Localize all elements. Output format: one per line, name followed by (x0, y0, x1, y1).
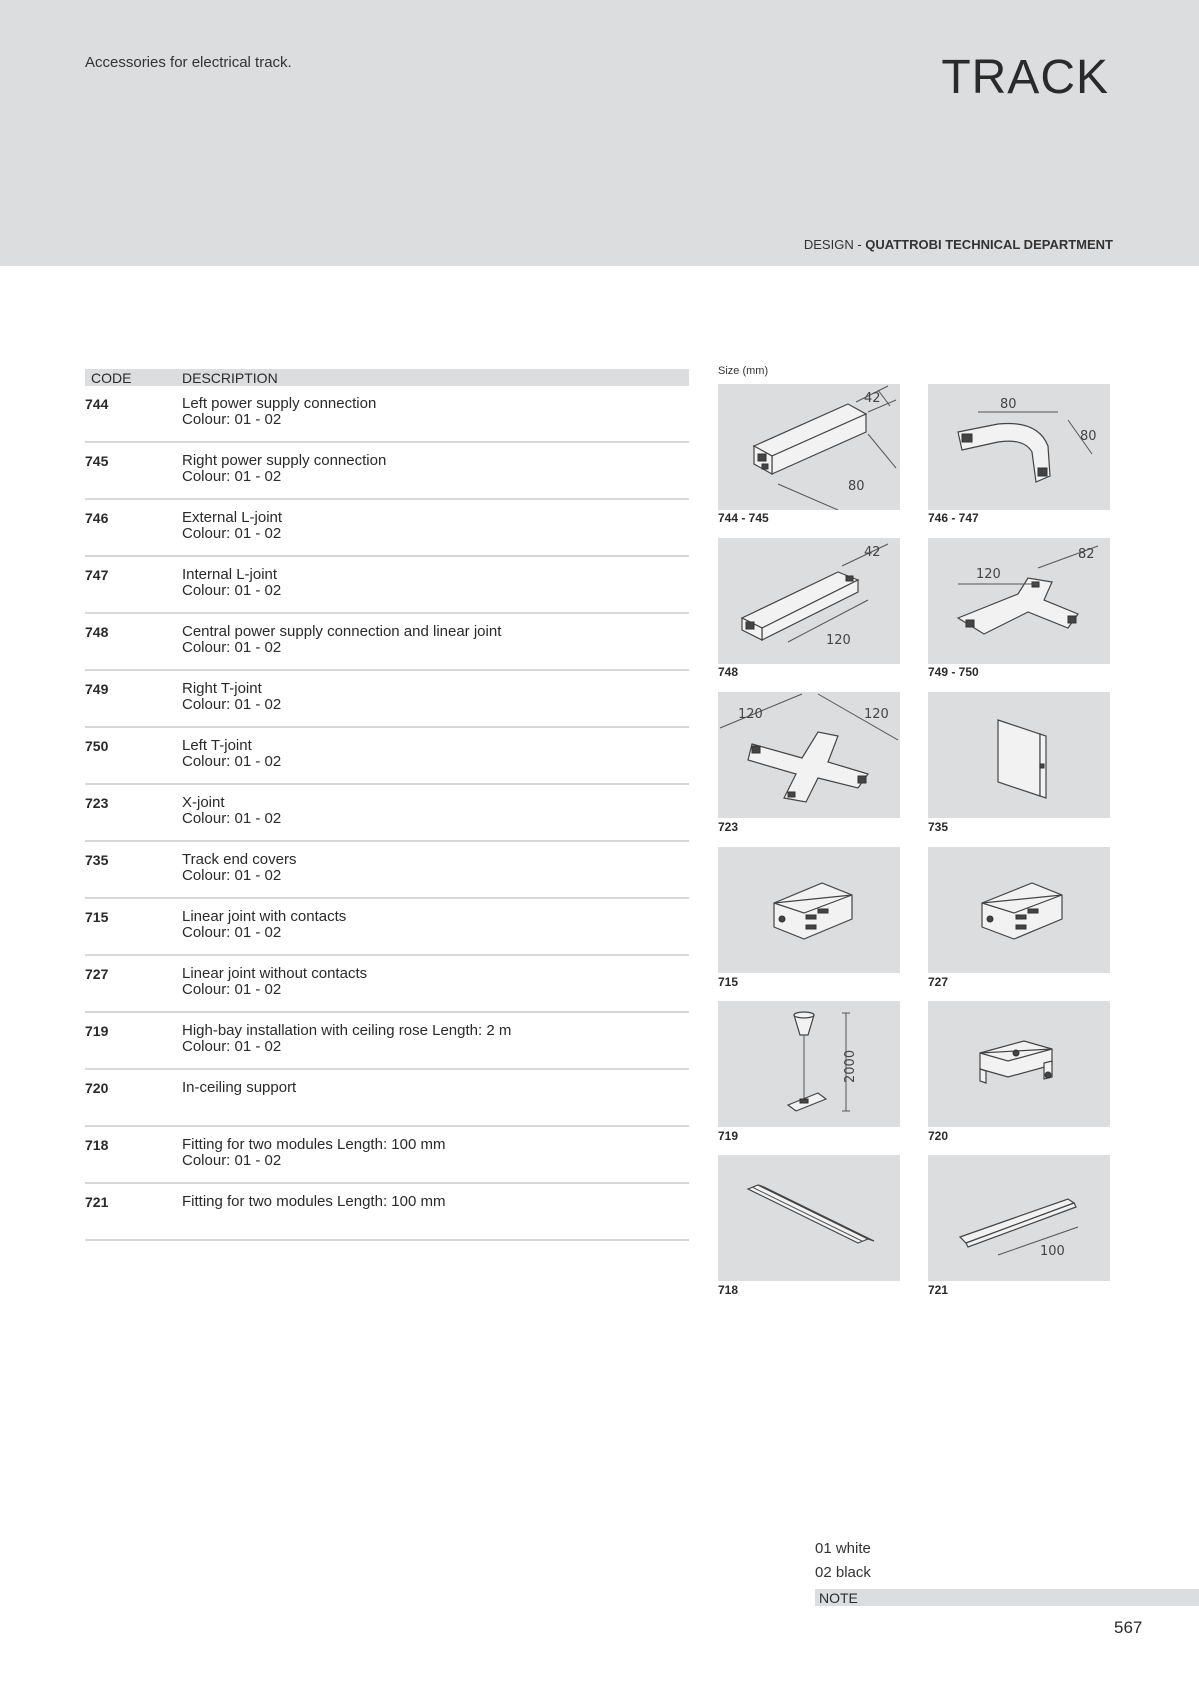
colour-legend (815, 1537, 871, 1585)
row-colour: Colour: 01 - 02 (182, 696, 282, 713)
table-row (85, 956, 689, 1013)
row-colour: Colour: 01 - 02 (182, 753, 282, 770)
row-description: Linear joint with contacts (182, 908, 347, 925)
colour-option: 02 black (815, 1564, 871, 1581)
row-description: Linear joint without contacts (182, 965, 368, 982)
linear-joint-drawing (718, 538, 900, 664)
x-joint-drawing (718, 692, 900, 818)
dim-a: 120 (738, 707, 763, 722)
image-caption: 735 (928, 820, 949, 834)
page-number: 567 (1114, 1618, 1143, 1637)
design-prefix: DESIGN - (803, 237, 866, 252)
row-description: Left power supply connection (182, 395, 377, 412)
dim-height: 2000 (843, 1049, 858, 1083)
row-colour: Colour: 01 - 02 (182, 639, 282, 656)
product-table (85, 369, 689, 1241)
image-caption: 718 (718, 1283, 739, 1297)
dim-length: 120 (976, 567, 1001, 582)
row-code: 727 (85, 966, 109, 982)
table-row (85, 785, 689, 842)
table-row (85, 671, 689, 728)
row-colour: Colour: 01 - 02 (182, 867, 282, 884)
row-description: Fitting for two modules Length: 100 mm (182, 1136, 446, 1153)
row-code: 735 (85, 852, 109, 868)
image-caption: 749 - 750 (928, 665, 979, 679)
table-row (85, 500, 689, 557)
row-description: External L-joint (182, 509, 283, 526)
table-row (85, 842, 689, 899)
row-colour: Colour: 01 - 02 (182, 981, 282, 998)
table-row (85, 443, 689, 500)
row-colour: Colour: 01 - 02 (182, 1038, 282, 1055)
page-subtitle: Accessories for electrical track. (85, 54, 292, 71)
row-colour: Colour: 01 - 02 (182, 924, 282, 941)
table-row (85, 1127, 689, 1184)
row-code: 719 (85, 1023, 109, 1039)
row-code: 720 (85, 1080, 109, 1096)
table-row (85, 614, 689, 671)
row-colour: Colour: 01 - 02 (182, 582, 282, 599)
row-description: Left T-joint (182, 737, 252, 754)
table-row (85, 386, 689, 443)
row-description: Central power supply connection and linear joint (182, 623, 502, 640)
header-code: CODE (91, 370, 132, 386)
dim-a: 80 (1000, 397, 1017, 412)
image-caption: 746 - 747 (928, 511, 979, 525)
dim-width: 42 (864, 391, 881, 406)
product-image-746-747 (928, 384, 1110, 510)
product-image-720 (928, 1001, 1110, 1127)
product-image-715 (718, 847, 900, 973)
table-row (85, 728, 689, 785)
image-caption: 744 - 745 (718, 511, 769, 525)
product-image-721 (928, 1155, 1110, 1281)
in-ceiling-support-drawing (928, 1001, 1110, 1127)
row-code: 746 (85, 510, 109, 526)
image-caption: 715 (718, 975, 739, 989)
note-bar (815, 1589, 1199, 1606)
row-code: 718 (85, 1137, 109, 1153)
row-description: Track end covers (182, 851, 297, 868)
image-caption: 719 (718, 1129, 739, 1143)
page-title: TRACK (941, 51, 1109, 104)
product-image-735 (928, 692, 1110, 818)
row-description: Right T-joint (182, 680, 262, 697)
fitting-718-drawing (718, 1155, 900, 1281)
table-row (85, 1013, 689, 1070)
image-caption: 748 (718, 665, 739, 679)
l-joint-drawing (928, 384, 1110, 510)
end-cover-drawing (928, 692, 1110, 818)
row-description: In-ceiling support (182, 1079, 297, 1096)
design-credit (804, 237, 1113, 252)
image-caption: 727 (928, 975, 949, 989)
header-band (0, 0, 1199, 266)
dim-length: 120 (826, 633, 851, 648)
dim-b: 80 (1080, 429, 1097, 444)
row-code: 744 (85, 396, 109, 412)
ceiling-rose-drawing (718, 1001, 900, 1127)
product-image-744-745 (718, 384, 900, 510)
design-name: QUATTROBI TECHNICAL DEPARTMENT (865, 237, 1113, 252)
product-image-723 (718, 692, 900, 818)
dim-length: 80 (848, 479, 865, 494)
row-description: High-bay installation with ceiling rose Length: 2 m (182, 1022, 512, 1039)
table-row (85, 1070, 689, 1127)
row-code: 750 (85, 738, 109, 754)
table-row (85, 557, 689, 614)
row-code: 745 (85, 453, 109, 469)
fitting-721-drawing (928, 1155, 1110, 1281)
image-caption: 720 (928, 1129, 949, 1143)
row-colour: Colour: 01 - 02 (182, 525, 282, 542)
row-description: X-joint (182, 794, 225, 811)
product-image-749-750 (928, 538, 1110, 664)
row-description: Fitting for two modules Length: 100 mm (182, 1193, 446, 1210)
row-code: 715 (85, 909, 109, 925)
t-joint-drawing (928, 538, 1110, 664)
note-label: NOTE (819, 1590, 858, 1606)
image-caption: 723 (718, 820, 739, 834)
table-header (85, 369, 689, 386)
joint-with-contacts-drawing (718, 847, 900, 973)
product-image-718 (718, 1155, 900, 1281)
joint-without-contacts-drawing (928, 847, 1110, 973)
size-label: Size (mm) (718, 365, 769, 377)
colour-option: 01 white (815, 1540, 871, 1557)
row-code: 749 (85, 681, 109, 697)
row-description: Internal L-joint (182, 566, 278, 583)
dim-length: 100 (1040, 1244, 1065, 1259)
straight-connector-drawing (718, 384, 900, 510)
table-row (85, 1184, 689, 1241)
row-colour: Colour: 01 - 02 (182, 810, 282, 827)
row-code: 721 (85, 1194, 109, 1210)
product-image-748 (718, 538, 900, 664)
row-colour: Colour: 01 - 02 (182, 468, 282, 485)
row-code: 723 (85, 795, 109, 811)
table-row (85, 899, 689, 956)
dim-width: 82 (1078, 547, 1095, 562)
header-description: DESCRIPTION (182, 370, 278, 386)
row-description: Right power supply connection (182, 452, 387, 469)
dim-width: 42 (864, 545, 881, 560)
product-image-727 (928, 847, 1110, 973)
row-colour: Colour: 01 - 02 (182, 1152, 282, 1169)
row-code: 748 (85, 624, 109, 640)
dim-b: 120 (864, 707, 889, 722)
product-image-719 (718, 1001, 900, 1127)
row-colour: Colour: 01 - 02 (182, 411, 282, 428)
image-caption: 721 (928, 1283, 949, 1297)
row-code: 747 (85, 567, 109, 583)
